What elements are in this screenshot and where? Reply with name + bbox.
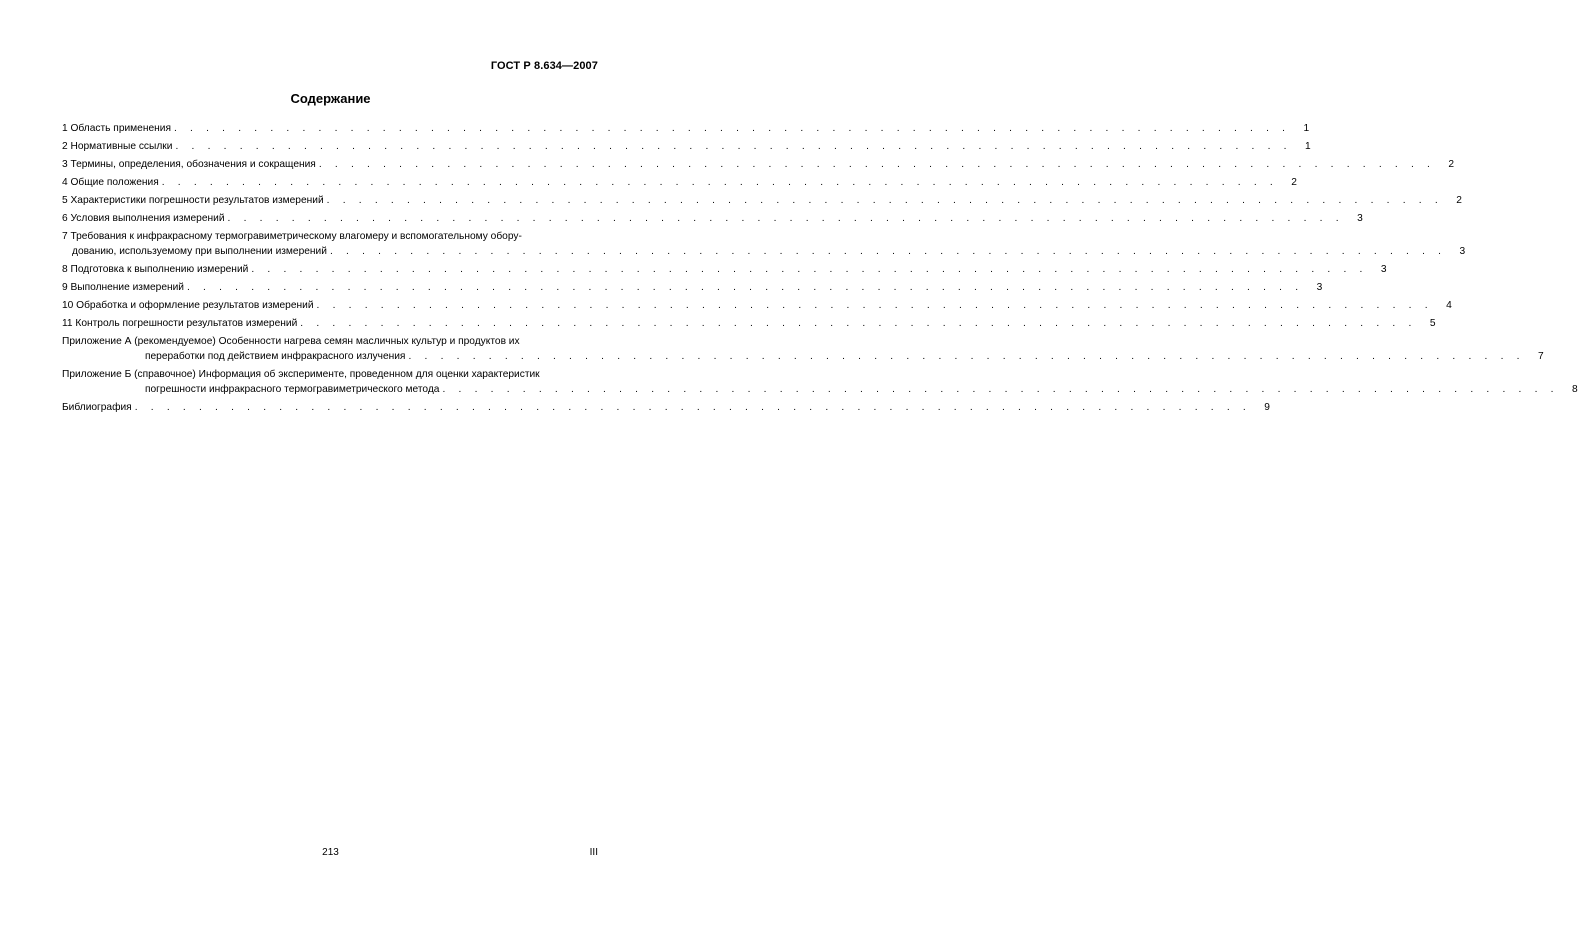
toc-entry-10[interactable] (62, 298, 1452, 313)
toc-entry-label: Библиография (62, 402, 132, 413)
leader-dots: . . . . . . . . . . . . . . . . . . . . . . . . . . . . . . . . . . . . . . . . . . . . . . . . . . . . . . . . . . . . . . . . . . . . . . (173, 123, 1291, 134)
toc-entry-first-line: 7 Требования к инфракрасному термогравиметрическому влагомеру и вспомогательному обору- (62, 231, 522, 242)
toc-entry-page: 4 (1446, 300, 1452, 311)
toc-entry-page: 3 (1357, 213, 1363, 224)
toc-entry-page: 9 (1264, 402, 1270, 413)
leader-dots: . . . . . . . . . . . . . . . . . . . . . . . . . . . . . . . . . . . . . . . . . . . . . . . . . . . . . . . . . . . . . . . . . . . . . . (251, 264, 1368, 275)
toc-entry-page: 7 (1538, 351, 1544, 362)
toc-entry-4[interactable] (62, 175, 1297, 190)
toc-entry-label: 3 Термины, определения, обозначения и сокращения (62, 159, 316, 170)
toc-entry-page: 2 (1448, 159, 1455, 170)
toc-entry-label: 4 Общие положения (62, 177, 159, 188)
leader-dots: . . . . . . . . . . . . . . . . . . . . . . . . . . . . . . . . . . . . . . . . . . . . . . . . . . . . . . . . . . . . . . . . . . . . . . (316, 300, 1433, 311)
toc-entry-page: 2 (1456, 195, 1462, 206)
toc-entry-label: 1 Область применения (62, 123, 171, 134)
leader-dots: . . . . . . . . . . . . . . . . . . . . . . . . . . . . . . . . . . . . . . . . . . . . . . . . . . . . . . . . . . . . . . . . . . . . . . (175, 141, 1292, 152)
toc-entry-5[interactable] (62, 193, 1462, 208)
toc-entry-label: 11 Контроль погрешности результатов измерений (62, 318, 298, 329)
leader-dots: . . . . . . . . . . . . . . . . . . . . . . . . . . . . . . . . . . . . . . . . . . . . . . . . . . . . . . . . . . . . . . . . . . . . . . (329, 246, 1447, 257)
toc-entry-label: дованию, используемому при выполнении измерений (72, 246, 327, 257)
leader-dots: . . . . . . . . . . . . . . . . . . . . . . . . . . . . . . . . . . . . . . . . . . . . . . . . . . . . . . . . . . . . . . . . . . . . . . (187, 282, 1304, 293)
toc-entry-label: переработки под действием инфракрасного излучения (145, 351, 406, 362)
toc-entry-page: 3 (1316, 282, 1323, 293)
toc-entry-appendix-b[interactable] (62, 367, 1578, 397)
leader-dots: . . . . . . . . . . . . . . . . . . . . . . . . . . . . . . . . . . . . . . . . . . . . . . . . . . . . . . . . . . . . . . . . . . . . . . (161, 177, 1278, 188)
toc-title: Содержание (290, 91, 371, 106)
toc-entry-label: 8 Подготовка к выполнению измерений (62, 264, 249, 275)
toc-entry-page: 1 (1305, 141, 1311, 152)
toc-entry-label: 6 Условия выполнения измерений (62, 213, 225, 224)
toc-entry-label: погрешности инфракрасного термогравиметрического метода (145, 384, 440, 395)
toc-entry-page: 2 (1291, 177, 1297, 188)
toc-entry-bibliography[interactable] (62, 400, 1270, 415)
toc-entry-first-line: Приложение А (рекомендуемое) Особенности нагрева семян масличных культур и продуктов их (62, 336, 520, 347)
table-of-contents (62, 121, 1578, 418)
toc-entry-1[interactable] (62, 121, 1310, 136)
toc-entry-label: 2 Нормативные ссылки (62, 141, 173, 152)
toc-entry-9[interactable] (62, 280, 1323, 295)
toc-entry-3[interactable] (62, 157, 1455, 172)
toc-entry-2[interactable] (62, 139, 1311, 154)
toc-entry-appendix-a[interactable] (62, 334, 1544, 364)
document-code: ГОСТ Р 8.634—2007 (490, 60, 598, 72)
leader-dots: . . . . . . . . . . . . . . . . . . . . . . . . . . . . . . . . . . . . . . . . . . . . . . . . . . . . . . . . . . . . . . . . . . . . . . (134, 402, 1251, 413)
toc-entry-first-line: Приложение Б (справочное) Информация об эксперименте, проведенном для оценки характеристик (62, 369, 540, 380)
toc-entry-page: 8 (1572, 384, 1578, 395)
toc-entry-6[interactable] (62, 211, 1363, 226)
toc-entry-8[interactable] (62, 262, 1387, 277)
page-number: 213 (322, 847, 339, 858)
toc-entry-label: 10 Обработка и оформление результатов измерений (62, 300, 314, 311)
toc-entry-label: 5 Характеристики погрешности результатов измерений (62, 195, 324, 206)
leader-dots: . . . . . . . . . . . . . . . . . . . . . . . . . . . . . . . . . . . . . . . . . . . . . . . . . . . . . . . . . . . . . . . . . . . . . . (408, 351, 1525, 362)
toc-entry-label: 9 Выполнение измерений (62, 282, 184, 293)
toc-entry-page: 1 (1303, 123, 1310, 134)
toc-entry-page: 3 (1459, 246, 1466, 257)
leader-dots: . . . . . . . . . . . . . . . . . . . . . . . . . . . . . . . . . . . . . . . . . . . . . . . . . . . . . . . . . . . . . . . . . . . . . . (326, 195, 1443, 206)
toc-entry-7[interactable] (62, 229, 1466, 259)
leader-dots: . . . . . . . . . . . . . . . . . . . . . . . . . . . . . . . . . . . . . . . . . . . . . . . . . . . . . . . . . . . . . . . . . . . . . . (227, 213, 1344, 224)
toc-entry-page: 5 (1429, 318, 1436, 329)
leader-dots: . . . . . . . . . . . . . . . . . . . . . . . . . . . . . . . . . . . . . . . . . . . . . . . . . . . . . . . . . . . . . . . . . . . . . . (318, 159, 1436, 170)
toc-entry-11[interactable] (62, 316, 1436, 331)
toc-entry-page: 3 (1380, 264, 1387, 275)
roman-page-number: III (589, 847, 598, 858)
leader-dots: . . . . . . . . . . . . . . . . . . . . . . . . . . . . . . . . . . . . . . . . . . . . . . . . . . . . . . . . . . . . . . . . . . . . . . (300, 318, 1417, 329)
leader-dots: . . . . . . . . . . . . . . . . . . . . . . . . . . . . . . . . . . . . . . . . . . . . . . . . . . . . . . . . . . . . . . . . . . . . . . (442, 384, 1559, 395)
